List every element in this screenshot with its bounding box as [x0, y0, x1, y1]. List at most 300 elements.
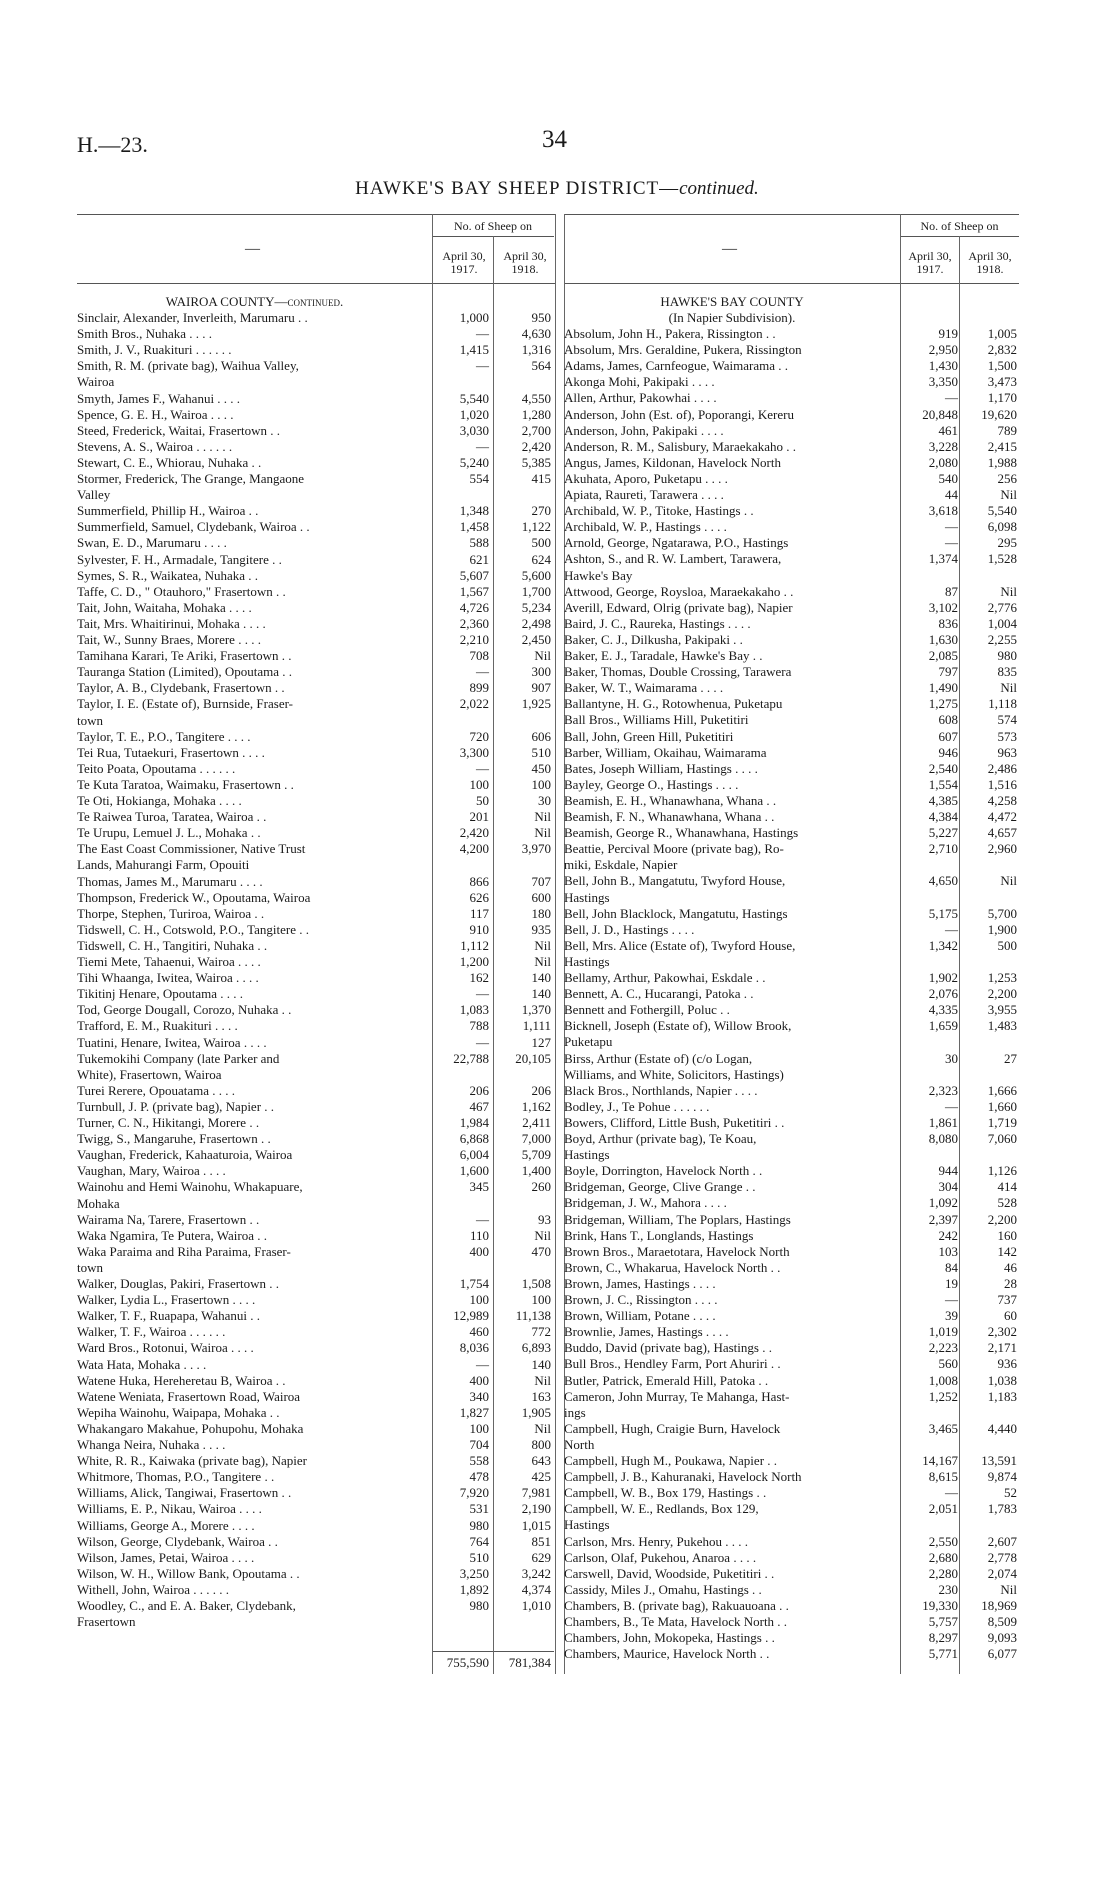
sheep-1918: 206 — [531, 1082, 551, 1098]
sheep-1918: 4,258 — [987, 792, 1017, 808]
sheep-1917: 1,554 — [928, 776, 958, 792]
sheep-1917: 467 — [469, 1098, 489, 1114]
sheep-1917: 1,342 — [928, 937, 958, 953]
table-row — [77, 1405, 555, 1421]
sheep-1918: 643 — [531, 1453, 551, 1469]
sheep-1917: 2,397 — [928, 1211, 958, 1227]
sheep-1918: 2,486 — [987, 760, 1017, 776]
sheep-1918: 8,509 — [987, 1614, 1017, 1629]
table-row — [564, 439, 1019, 455]
owner-name: Wairoa — [77, 374, 115, 390]
table-row — [77, 922, 555, 938]
table-row — [564, 729, 1019, 745]
sheep-1917: 4,200 — [459, 841, 489, 857]
owner-name: Bennett and Fothergill, Poluc . . — [564, 1002, 730, 1018]
owner-name: Bridgeman, J. W., Mahora . . . . — [564, 1195, 727, 1211]
sheep-1918: 600 — [531, 889, 551, 905]
sheep-1918: 1,111 — [522, 1018, 551, 1034]
owner-name: Black Bros., Northlands, Napier . . . . — [564, 1082, 758, 1098]
owner-name: Cassidy, Miles J., Omahu, Hastings . . — [564, 1581, 762, 1597]
sheep-1918: 5,600 — [521, 567, 551, 583]
rule-top-left — [77, 214, 555, 215]
owner-name: Te Oti, Hokianga, Mohaka . . . . — [77, 793, 242, 808]
sheep-1918: 27 — [1004, 1050, 1017, 1066]
owner-name: Summerfield, Phillip H., Wairoa . . — [77, 503, 259, 519]
sheep-1918: 2,074 — [987, 1565, 1017, 1581]
table-row — [564, 761, 1019, 777]
owner-name: Boyd, Arthur (private bag), Te Koau, — [564, 1131, 757, 1146]
table-row — [77, 632, 555, 648]
sheep-1917: 531 — [469, 1501, 489, 1517]
owner-name: White), Frasertown, Wairoa — [77, 1066, 222, 1082]
sheep-1918: 3,242 — [521, 1565, 551, 1581]
sheep-1918: Nil — [534, 954, 551, 969]
sheep-1917: 3,618 — [928, 503, 958, 519]
sheep-1917: 946 — [938, 744, 958, 760]
table-row — [564, 1566, 1019, 1582]
table-row — [564, 584, 1019, 600]
sheep-1917: 3,465 — [928, 1420, 958, 1436]
sheep-1917: 5,757 — [928, 1614, 958, 1629]
rule-header-bottom-right — [564, 283, 1019, 284]
owner-name: Baker, E. J., Taradale, Hawke's Bay . . — [564, 648, 763, 663]
sheep-1918: 2,700 — [521, 422, 551, 438]
table-row — [77, 600, 555, 616]
sheep-1918: Nil — [1000, 583, 1017, 599]
sheep-1917: 20,848 — [922, 406, 958, 422]
table-row — [564, 857, 1019, 873]
owner-name: Brown, J. C., Rissington . . . . — [564, 1292, 718, 1307]
header-1917-left: April 30, 1917. — [442, 249, 486, 276]
sheep-1917: — — [476, 326, 489, 342]
owner-name: Attwood, George, Roysloa, Maraekakaho . . — [564, 583, 794, 599]
owner-name: Tei Rua, Tutaekuri, Frasertown . . . . — [77, 744, 265, 760]
sheep-1917: 87 — [945, 583, 958, 599]
table-row — [564, 1534, 1019, 1550]
owner-name: Wairama Na, Tarere, Frasertown . . — [77, 1211, 260, 1227]
sheep-1917: — — [945, 1292, 958, 1307]
table-row — [77, 1276, 555, 1292]
sheep-1918: 28 — [1004, 1275, 1017, 1291]
table-row — [564, 809, 1019, 825]
sheep-1917: 1,275 — [928, 696, 958, 712]
table-row — [77, 970, 555, 986]
owner-name: Ballantyne, H. G., Rotowhenua, Puketapu — [564, 696, 783, 712]
sheep-1918: 1,528 — [987, 551, 1017, 567]
table-row — [77, 407, 555, 423]
sheep-1917: 4,335 — [928, 1002, 958, 1018]
table-row — [77, 745, 555, 761]
sheep-1917: — — [476, 664, 489, 680]
sheep-1918: 1,905 — [521, 1404, 551, 1420]
sheep-1917: 2,210 — [459, 632, 489, 647]
sheep-1918: 256 — [997, 470, 1017, 486]
header-group-left: No. of Sheep on — [454, 219, 532, 233]
sheep-1918: Nil — [534, 809, 551, 825]
sheep-1918: 1,660 — [987, 1098, 1017, 1114]
sheep-1917: 1,083 — [459, 1002, 489, 1018]
sheep-1918: 30 — [538, 793, 551, 808]
sheep-1917: 3,350 — [928, 374, 958, 390]
sheep-1918: 1,719 — [987, 1114, 1017, 1130]
owner-name: Bennett, A. C., Hucarangi, Patoka . . — [564, 986, 754, 1002]
owner-name: Vaughan, Mary, Wairoa . . . . — [77, 1163, 226, 1179]
owner-name: Whanga Neira, Nuhaka . . . . — [77, 1437, 226, 1452]
sheep-1917: 5,227 — [928, 825, 958, 841]
sheep-1918: 1,666 — [987, 1082, 1017, 1098]
table-row — [77, 552, 555, 568]
table-row — [564, 1630, 1019, 1646]
sheep-1917: 230 — [938, 1581, 958, 1597]
sheep-1917: 8,036 — [459, 1340, 489, 1356]
sheep-1917: 6,004 — [459, 1147, 489, 1163]
owner-name: Campbell, Hugh M., Poukawa, Napier . . — [564, 1453, 778, 1468]
sheep-1917: 1,000 — [459, 310, 489, 325]
table-row — [564, 1260, 1019, 1276]
header-blank-left: — — [245, 241, 260, 257]
table-row — [564, 1195, 1019, 1211]
owner-name: ings — [564, 1404, 586, 1420]
owner-name: Tihi Whaanga, Iwitea, Wairoa . . . . — [77, 970, 259, 986]
table-row — [77, 358, 555, 374]
owner-name: Apiata, Raureti, Tarawera . . . . — [564, 487, 724, 502]
sheep-1918: 9,093 — [987, 1630, 1017, 1646]
table-row — [77, 1051, 555, 1067]
owner-name: Turnbull, J. P. (private bag), Napier . . — [77, 1098, 275, 1114]
owner-name: Tiemi Mete, Tahaenui, Wairoa . . . . — [77, 954, 261, 969]
table-row — [77, 1292, 555, 1308]
sheep-1918: 270 — [531, 503, 551, 519]
sheep-1918: 140 — [531, 986, 551, 1002]
sheep-1918: 2,498 — [521, 615, 551, 631]
sheep-1917: 510 — [469, 1549, 489, 1565]
sheep-1918: 1,700 — [521, 583, 551, 599]
table-row — [564, 1228, 1019, 1244]
sheep-1918: 5,385 — [521, 454, 551, 470]
sheep-1918: 1,925 — [521, 696, 551, 712]
owner-name: Campbell, J. B., Kahuranaki, Havelock North — [564, 1469, 802, 1485]
sheep-1917: 100 — [469, 776, 489, 792]
sheep-1918: 1,162 — [521, 1098, 551, 1114]
table-row — [564, 1373, 1019, 1389]
owner-name: Bridgeman, George, Clive Grange . . — [564, 1179, 756, 1195]
owner-name: Baker, C. J., Dilkusha, Pakipaki . . — [564, 631, 743, 647]
table-row — [77, 342, 555, 358]
sheep-1917: 708 — [469, 648, 489, 664]
sheep-1917: 1,567 — [459, 583, 489, 599]
sheep-1917: 117 — [469, 905, 489, 921]
header-1917-right: April 30, 1917. — [908, 249, 952, 276]
sheep-1918: 2,778 — [987, 1549, 1017, 1565]
sheep-1918: Nil — [1000, 873, 1017, 889]
owner-name: Williams, George A., Morere . . . . — [77, 1517, 255, 1533]
sheep-1918: 20,105 — [515, 1050, 551, 1066]
owner-name: Bates, Joseph William, Hastings . . . . — [564, 760, 758, 776]
sheep-1918: 6,098 — [987, 519, 1017, 535]
owner-name: town — [77, 1259, 103, 1275]
sheep-1918: 3,970 — [521, 841, 551, 857]
owner-name: Tod, George Dougall, Corozo, Nuhaka . . — [77, 1002, 292, 1018]
owner-name: Archibald, W. P., Hastings . . . . — [564, 519, 727, 535]
table-row — [564, 777, 1019, 793]
table-row — [564, 342, 1019, 358]
sheep-1918: 2,960 — [987, 841, 1017, 857]
owner-name: Tamihana Karari, Te Ariki, Frasertown . . — [77, 648, 292, 664]
table-row — [77, 938, 555, 954]
sheep-1917: 980 — [469, 1598, 489, 1613]
owner-name: Beamish, George R., Whanawhana, Hastings — [564, 825, 799, 841]
table-row — [564, 1389, 1019, 1405]
sheep-1917: 607 — [938, 728, 958, 744]
owner-name: Puketapu — [564, 1034, 613, 1050]
table-row — [77, 1196, 555, 1212]
owner-name: Hastings — [564, 889, 610, 905]
table-row — [564, 374, 1019, 390]
owner-name: Angus, James, Kildonan, Havelock North — [564, 454, 781, 470]
sheep-1918: 1,370 — [521, 1002, 551, 1018]
owner-name: Tauranga Station (Limited), Opoutama . . — [77, 664, 292, 680]
sheep-1918: 835 — [997, 664, 1017, 680]
sheep-1917: 588 — [469, 535, 489, 551]
table-row — [564, 1453, 1019, 1469]
table-row — [564, 1437, 1019, 1453]
sheep-1918: 1,500 — [987, 358, 1017, 374]
owner-name: Beamish, E. H., Whanawhana, Whana . . — [564, 792, 777, 808]
table-row — [77, 809, 555, 825]
owner-name: Ball Bros., Williams Hill, Puketitiri — [564, 712, 749, 728]
sheep-1918: 2,832 — [987, 342, 1017, 358]
sheep-1917: 100 — [469, 1420, 489, 1436]
sheep-1918: 9,874 — [987, 1469, 1017, 1485]
owner-name: Waka Ngamira, Te Putera, Wairoa . . — [77, 1227, 268, 1243]
owner-name: Tuatini, Henare, Iwitea, Wairoa . . . . — [77, 1034, 267, 1050]
sheep-1917: 2,360 — [459, 615, 489, 631]
sheep-1918: 295 — [997, 535, 1017, 551]
sheep-1918: 1,038 — [987, 1372, 1017, 1388]
sheep-1918: 5,709 — [521, 1147, 551, 1163]
sheep-1918: 510 — [531, 744, 551, 760]
table-row — [564, 938, 1019, 954]
sheep-1918: 5,700 — [987, 905, 1017, 921]
table-row — [77, 1179, 555, 1195]
table-row — [77, 503, 555, 519]
sheep-1918: 4,630 — [521, 326, 551, 342]
sheep-1917: 3,228 — [928, 438, 958, 454]
sheep-1917: 206 — [469, 1082, 489, 1098]
table-row — [564, 1469, 1019, 1485]
sheep-1918: 2,200 — [987, 1211, 1017, 1227]
sheep-1918: 2,450 — [521, 632, 551, 647]
table-row — [564, 712, 1019, 728]
left-total-1917: 755,590 — [446, 1655, 489, 1670]
page-title — [0, 178, 1114, 200]
left-total-1918: 781,384 — [508, 1655, 551, 1670]
sheep-1917: — — [476, 986, 489, 1002]
owner-name: Hawke's Bay — [564, 567, 633, 583]
sheep-1917: 560 — [938, 1356, 958, 1372]
owner-name: Walker, T. F., Wairoa . . . . . . — [77, 1324, 226, 1340]
table-row — [564, 1163, 1019, 1179]
sheep-1917: 704 — [469, 1437, 489, 1452]
table-row — [564, 1212, 1019, 1228]
owner-name: Anderson, R. M., Salisbury, Maraekakaho . . — [564, 438, 797, 454]
owner-name: Stormer, Frederick, The Grange, Mangaone — [77, 471, 305, 486]
sheep-1918: 300 — [531, 664, 551, 680]
sheep-1917: 2,223 — [928, 1340, 958, 1356]
owner-name: Averill, Edward, Olrig (private bag), Napier — [564, 599, 793, 615]
owner-name: Akuhata, Aporo, Puketapu . . . . — [564, 470, 728, 486]
table-row — [77, 1389, 555, 1405]
owner-name: Absolum, Mrs. Geraldine, Pukera, Rissington — [564, 342, 802, 358]
owner-name: Williams, and White, Solicitors, Hastings) — [564, 1066, 784, 1082]
table-row — [77, 890, 555, 906]
table-row — [564, 1421, 1019, 1437]
owner-name: Cameron, John Murray, Te Mahanga, Hast- — [564, 1388, 790, 1404]
owner-name: Arnold, George, Ngatarawa, P.O., Hastings — [564, 535, 789, 551]
owner-name: Te Raiwea Turoa, Taratea, Wairoa . . — [77, 809, 267, 825]
sheep-1917: 2,022 — [459, 696, 489, 712]
table-row — [564, 1115, 1019, 1131]
owner-name: Chambers, Maurice, Havelock North . . — [564, 1646, 770, 1662]
table-row — [77, 1099, 555, 1115]
sheep-1917: — — [476, 438, 489, 454]
owner-name: Walker, Douglas, Pakiri, Frasertown . . — [77, 1276, 280, 1291]
table-row — [564, 390, 1019, 406]
sheep-1918: 414 — [997, 1179, 1017, 1195]
sheep-1917: 1,430 — [928, 358, 958, 374]
sheep-1917: 304 — [938, 1179, 958, 1195]
table-row — [77, 777, 555, 793]
owner-name: Tidswell, C. H., Tangitiri, Nuhaka . . — [77, 937, 268, 953]
owner-name: Tidswell, C. H., Cotswold, P.O., Tangitere . . — [77, 921, 310, 937]
owner-name: Lands, Mahurangi Farm, Opouiti — [77, 857, 250, 873]
sheep-1918: 2,776 — [987, 599, 1017, 615]
sheep-1917: — — [945, 1485, 958, 1501]
table-row — [77, 1566, 555, 1582]
sheep-1918: 180 — [531, 905, 551, 921]
table-row — [564, 664, 1019, 680]
sheep-1918: 60 — [1004, 1308, 1017, 1324]
owner-name: Campbell, Hugh, Craigie Burn, Havelock — [564, 1420, 781, 1436]
table-row — [564, 1598, 1019, 1614]
owner-name: Sylvester, F. H., Armadale, Tangitere . . — [77, 551, 282, 567]
owner-name: Williams, Alick, Tangiwai, Frasertown . . — [77, 1485, 292, 1501]
owner-name: Turei Rerere, Opouatama . . . . — [77, 1082, 236, 1098]
sheep-1917: 100 — [469, 1292, 489, 1308]
sheep-1918: 13,591 — [981, 1453, 1017, 1468]
table-row — [77, 1212, 555, 1228]
sheep-1917: 1,902 — [928, 970, 958, 985]
owner-name: Campbell, W. B., Box 179, Hastings . . — [564, 1485, 767, 1501]
sheep-1917: 797 — [938, 664, 958, 680]
owner-name: Taylor, T. E., P.O., Tangitere . . . . — [77, 728, 251, 744]
sheep-1917: 478 — [469, 1469, 489, 1485]
sheep-1917: 836 — [938, 615, 958, 631]
owner-name: Withell, John, Wairoa . . . . . . — [77, 1581, 230, 1597]
sheep-1918: 1,118 — [988, 696, 1017, 712]
owner-name: Akonga Mohi, Pakipaki . . . . — [564, 374, 715, 390]
sheep-1918: 6,893 — [521, 1340, 551, 1356]
owner-name: Smith, J. V., Ruakituri . . . . . . — [77, 342, 232, 358]
sheep-1918: 936 — [997, 1356, 1017, 1372]
owner-name: Smith, R. M. (private bag), Waihua Valley, — [77, 358, 299, 374]
sheep-1917: 2,280 — [928, 1565, 958, 1581]
rule-header-bottom-left — [77, 283, 555, 284]
owner-name: miki, Eskdale, Napier — [564, 857, 678, 873]
sheep-1917: — — [476, 1211, 489, 1227]
table-row — [77, 568, 555, 584]
owner-name: Bridgeman, William, The Poplars, Hastings — [564, 1211, 791, 1227]
owner-name: Hastings — [564, 953, 610, 969]
owner-name: Bicknell, Joseph (Estate of), Willow Brook, — [564, 1018, 792, 1034]
table-row — [564, 1051, 1019, 1067]
header-1918-left: April 30, 1918. — [503, 249, 547, 276]
sheep-1917: 7,920 — [459, 1485, 489, 1501]
owner-name: North — [564, 1436, 595, 1452]
owner-name: Brown, C., Whakarua, Havelock North . . — [564, 1259, 781, 1275]
owner-name: Tait, W., Sunny Braes, Morere . . . . — [77, 632, 261, 647]
table-row — [77, 1324, 555, 1340]
table-row — [77, 455, 555, 471]
sheep-1918: Nil — [1000, 680, 1017, 696]
table-row — [564, 1582, 1019, 1598]
table-row — [77, 1437, 555, 1453]
rule-top-right — [564, 214, 1019, 215]
table-row — [77, 713, 555, 729]
sheep-1917: 3,300 — [459, 744, 489, 760]
sheep-1918: Nil — [1000, 1581, 1017, 1597]
sheep-1917: 2,323 — [928, 1082, 958, 1098]
table-row — [564, 922, 1019, 938]
sheep-1917: 4,650 — [928, 873, 958, 889]
owner-name: Smith Bros., Nuhaka . . . . — [77, 326, 213, 342]
title-main: HAWKE'S BAY SHEEP DISTRICT— — [355, 178, 680, 199]
table-row — [77, 696, 555, 712]
owner-name: Allen, Arthur, Pakowhai . . . . — [564, 390, 717, 406]
table-row — [564, 906, 1019, 922]
sheep-1918: 2,200 — [987, 986, 1017, 1002]
sheep-1917: 400 — [469, 1372, 489, 1388]
owner-name: The East Coast Commissioner, Native Trust — [77, 841, 306, 857]
owner-name: Brownlie, James, Hastings . . . . — [564, 1324, 729, 1340]
sheep-1917: 4,726 — [459, 599, 489, 615]
sheep-1918: 851 — [531, 1533, 551, 1549]
sheep-1917: 554 — [469, 471, 489, 486]
owner-name: Wainohu and Hemi Wainohu, Whakapuare, — [77, 1179, 303, 1195]
table-row — [564, 793, 1019, 809]
owner-name: Bayley, George O., Hastings . . . . — [564, 776, 739, 792]
sheep-1917: 558 — [469, 1453, 489, 1469]
owner-name: Mohaka — [77, 1195, 120, 1211]
sheep-1918: 1,900 — [987, 921, 1017, 937]
sheep-1918: 1,508 — [521, 1276, 551, 1291]
sheep-1917: 2,550 — [928, 1533, 958, 1549]
sheep-1917: 540 — [938, 470, 958, 486]
table-row — [564, 986, 1019, 1002]
sheep-1918: Nil — [1000, 487, 1017, 502]
table-row — [77, 1534, 555, 1550]
sheep-1917: 1,348 — [459, 503, 489, 519]
table-row — [564, 616, 1019, 632]
header-blank-right: — — [722, 241, 737, 257]
page-reference: H.—23. — [77, 132, 148, 157]
owner-name: Brink, Hans T., Longlands, Hastings — [564, 1227, 754, 1243]
owner-name: Bodley, J., Te Pohue . . . . . . — [564, 1098, 710, 1114]
sheep-1917: 2,680 — [928, 1549, 958, 1565]
sheep-1917: — — [476, 760, 489, 776]
table-row — [564, 487, 1019, 503]
table-row — [77, 729, 555, 745]
